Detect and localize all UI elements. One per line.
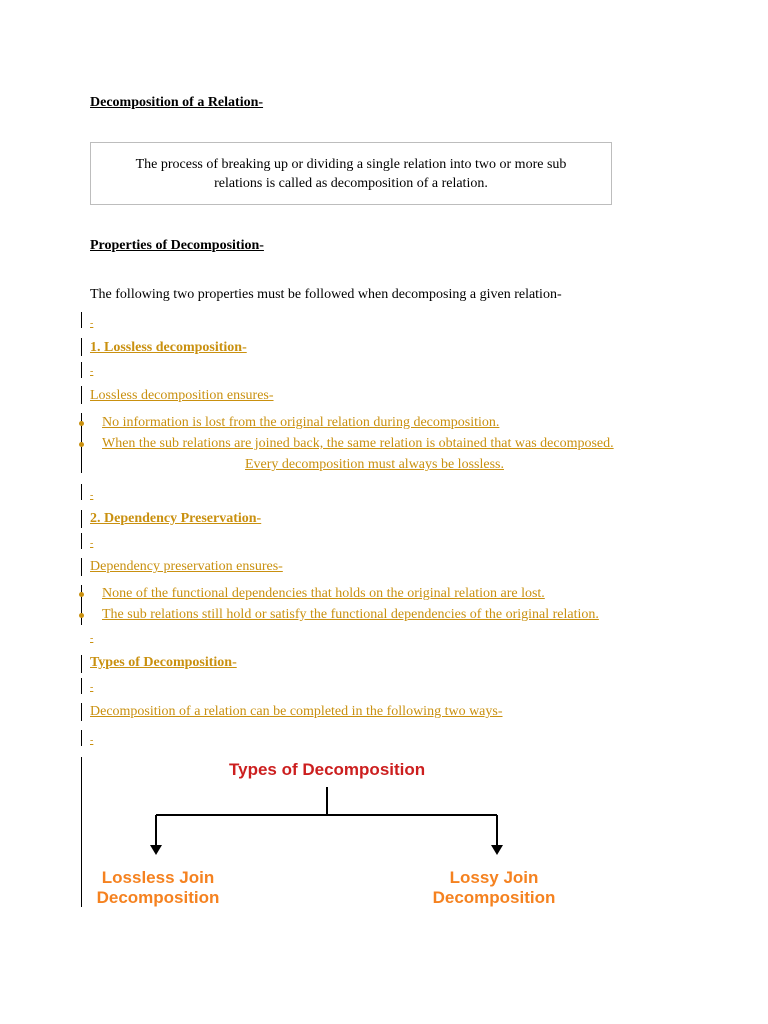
heading-decomposition: Decomposition of a Relation- — [90, 95, 264, 110]
lossless-bullet-2: When the sub relations are joined back, the same relation is obtained that was decomposed. — [102, 436, 614, 451]
dash-marker: - — [90, 366, 94, 377]
lossy-join-line-2: Decomposition — [432, 888, 556, 907]
dash-marker: - — [90, 682, 94, 693]
definition-line-1: The process of breaking up or dividing a single relation into two or more sub — [135, 157, 567, 172]
lossy-join-line-1: Lossy Join — [449, 868, 539, 887]
types-title: Types of Decomposition- — [90, 655, 237, 670]
lossless-join-node — [88, 868, 228, 908]
dash-marker: - — [90, 318, 94, 329]
lossy-join-node — [424, 868, 564, 908]
lossless-note: Every decomposition must always be lossless. — [245, 457, 504, 472]
definition-line-2: relations is called as decomposition of a relation. — [214, 176, 488, 191]
types-intro: Decomposition of a relation can be completed in the following two ways- — [90, 704, 503, 719]
lossless-ensures: Lossless decomposition ensures- — [90, 388, 274, 403]
dependency-title: 2. Dependency Preservation- — [90, 511, 262, 526]
properties-intro: The following two properties must be followed when decomposing a given relation- — [90, 287, 562, 302]
lossless-join-line-1: Lossless Join — [101, 868, 215, 887]
heading-properties: Properties of Decomposition- — [90, 238, 264, 253]
dash-marker: - — [90, 490, 94, 501]
lossless-title: 1. Lossless decomposition- — [90, 340, 247, 355]
dash-marker: - — [90, 538, 94, 549]
lossless-bullet-1: No information is lost from the original relation during decomposition. — [102, 415, 500, 430]
left-arrow-icon — [150, 845, 162, 855]
dash-marker: - — [90, 735, 94, 746]
dependency-ensures: Dependency preservation ensures- — [90, 559, 283, 574]
right-arrow-icon — [491, 845, 503, 855]
dash-marker: - — [90, 633, 94, 644]
dependency-bullet-2: The sub relations still hold or satisfy the functional dependencies of the original relation. — [102, 607, 599, 622]
lossless-join-line-2: Decomposition — [96, 888, 220, 907]
dependency-bullet-1: None of the functional dependencies that holds on the original relation are lost. — [102, 586, 545, 601]
diagram-title: Types of Decomposition — [229, 760, 426, 779]
